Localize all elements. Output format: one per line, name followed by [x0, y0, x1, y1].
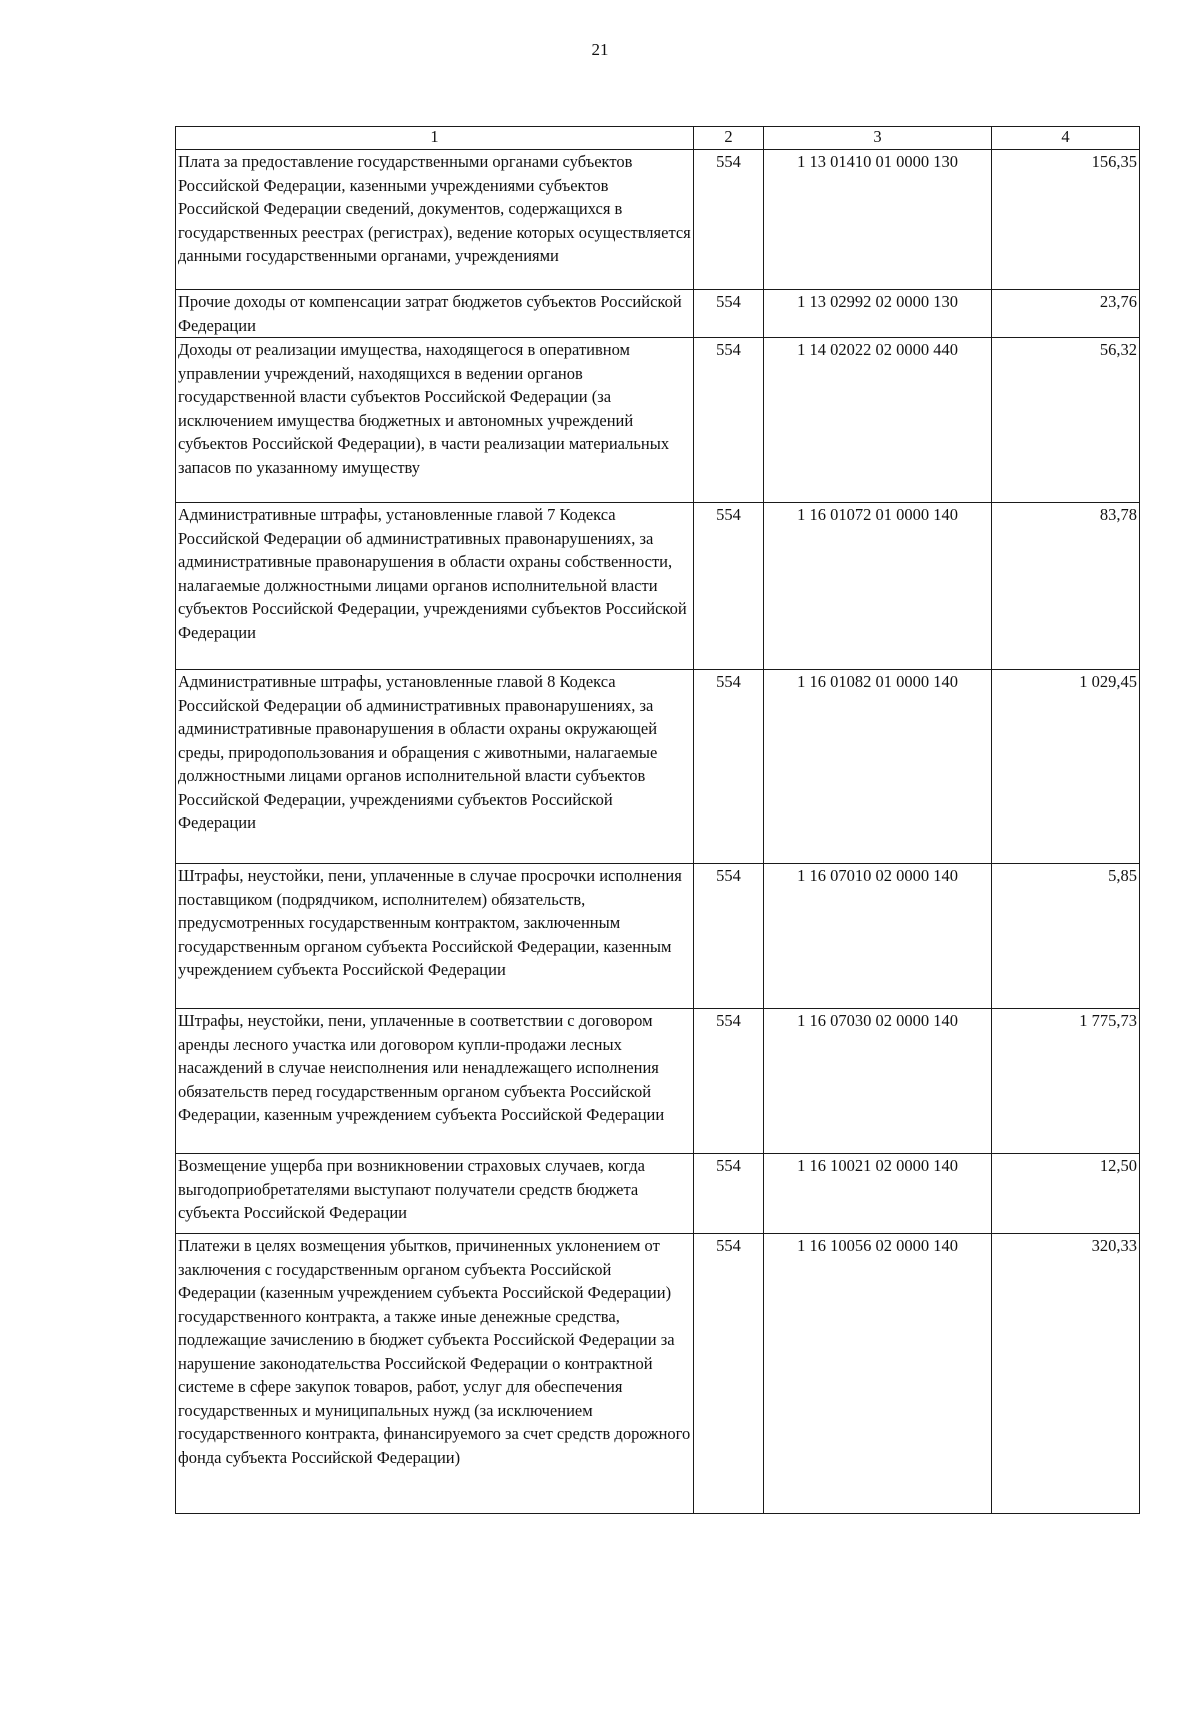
- page-number: 21: [591, 40, 609, 59]
- table-row: [176, 1009, 1140, 1154]
- classification-code-cell: 1 16 07030 02 0000 140: [764, 1009, 992, 1154]
- table-row: [176, 1234, 1140, 1514]
- column-header-admin: 2: [694, 127, 764, 150]
- amount-cell: 83,78: [992, 503, 1140, 670]
- revenue-name-cell: Прочие доходы от компенсации затрат бюджетов субъектов Российской Федерации: [176, 290, 694, 338]
- column-header-amount: 4: [992, 127, 1140, 150]
- classification-code-cell: 1 14 02022 02 0000 440: [764, 338, 992, 503]
- amount-cell: 56,32: [992, 338, 1140, 503]
- table-row: [176, 1154, 1140, 1234]
- table-row: [176, 864, 1140, 1009]
- revenue-name-cell: Платежи в целях возмещения убытков, причиненных уклонением от заключения с государственным органом субъекта Российской Федерации (казенным учреждением субъекта Российской Федерации) государственного контракта, а также иные денежные средства, подлежащие зачислению в бюджет субъекта Российской Федерации за нарушение законодательства Российской Федерации о контрактной системе в сфере закупок товаров, работ, услуг для обеспечения государственных и муниципальных нужд (за исключением государственного контракта, финансируемого за счет средств дорожного фонда субъекта Российской Федерации): [176, 1234, 694, 1514]
- revenue-name-cell: Штрафы, неустойки, пени, уплаченные в соответствии с договором аренды лесного участка или договором купли-продажи лесных насаждений в случае неисполнения или ненадлежащего исполнения обязательств перед государственным органом субъекта Российской Федерации, казенным учреждением субъекта Российской Федерации: [176, 1009, 694, 1154]
- revenue-name-cell: Штрафы, неустойки, пени, уплаченные в случае просрочки исполнения поставщиком (подрядчиком, исполнителем) обязательств, предусмотренных государственным контрактом, заключенным государственным органом субъекта Российской Федерации, казенным учреждением субъекта Российской Федерации: [176, 864, 694, 1009]
- revenue-name-cell: Административные штрафы, установленные главой 8 Кодекса Российской Федерации об административных правонарушениях, за административные правонарушения в области охраны окружающей среды, природопользования и обращения с животными, налагаемые должностными лицами органов исполнительной власти субъектов Российской Федерации, учреждениями субъектов Российской Федерации: [176, 670, 694, 864]
- column-header-name: 1: [176, 127, 694, 150]
- amount-cell: 12,50: [992, 1154, 1140, 1234]
- revenue-name-cell: Возмещение ущерба при возникновении страховых случаев, когда выгодоприобретателями выступают получатели средств бюджета субъекта Российской Федерации: [176, 1154, 694, 1234]
- revenue-table: [175, 126, 1140, 1514]
- table-row: [176, 503, 1140, 670]
- admin-code-cell: 554: [694, 338, 764, 503]
- table-row: [176, 150, 1140, 290]
- classification-code-cell: 1 16 01082 01 0000 140: [764, 670, 992, 864]
- admin-code-cell: 554: [694, 290, 764, 338]
- revenue-name-cell: Плата за предоставление государственными органами субъектов Российской Федерации, казенными учреждениями субъектов Российской Федерации сведений, документов, содержащихся в государственных реестрах (регистрах), ведение которых осуществляется данными государственными органами, учреждениями: [176, 150, 694, 290]
- amount-cell: 156,35: [992, 150, 1140, 290]
- amount-cell: 1 029,45: [992, 670, 1140, 864]
- column-header-code: 3: [764, 127, 992, 150]
- table-header-row: [176, 127, 1140, 150]
- admin-code-cell: 554: [694, 1009, 764, 1154]
- classification-code-cell: 1 16 10056 02 0000 140: [764, 1234, 992, 1514]
- classification-code-cell: 1 13 01410 01 0000 130: [764, 150, 992, 290]
- revenue-name-cell: Доходы от реализации имущества, находящегося в оперативном управлении учреждений, находящихся в ведении органов государственной власти субъектов Российской Федерации (за исключением имущества бюджетных и автономных учреждений субъектов Российской Федерации), в части реализации материальных запасов по указанному имуществу: [176, 338, 694, 503]
- amount-cell: 1 775,73: [992, 1009, 1140, 1154]
- admin-code-cell: 554: [694, 864, 764, 1009]
- admin-code-cell: 554: [694, 670, 764, 864]
- table-row: [176, 338, 1140, 503]
- revenue-name-cell: Административные штрафы, установленные главой 7 Кодекса Российской Федерации об административных правонарушениях, за административные правонарушения в области охраны собственности, налагаемые должностными лицами органов исполнительной власти субъектов Российской Федерации, учреждениями субъектов Российской Федерации: [176, 503, 694, 670]
- table-row: [176, 670, 1140, 864]
- classification-code-cell: 1 16 01072 01 0000 140: [764, 503, 992, 670]
- table-row: [176, 290, 1140, 338]
- admin-code-cell: 554: [694, 1234, 764, 1514]
- admin-code-cell: 554: [694, 1154, 764, 1234]
- classification-code-cell: 1 16 07010 02 0000 140: [764, 864, 992, 1009]
- amount-cell: 5,85: [992, 864, 1140, 1009]
- amount-cell: 23,76: [992, 290, 1140, 338]
- classification-code-cell: 1 13 02992 02 0000 130: [764, 290, 992, 338]
- admin-code-cell: 554: [694, 503, 764, 670]
- amount-cell: 320,33: [992, 1234, 1140, 1514]
- admin-code-cell: 554: [694, 150, 764, 290]
- classification-code-cell: 1 16 10021 02 0000 140: [764, 1154, 992, 1234]
